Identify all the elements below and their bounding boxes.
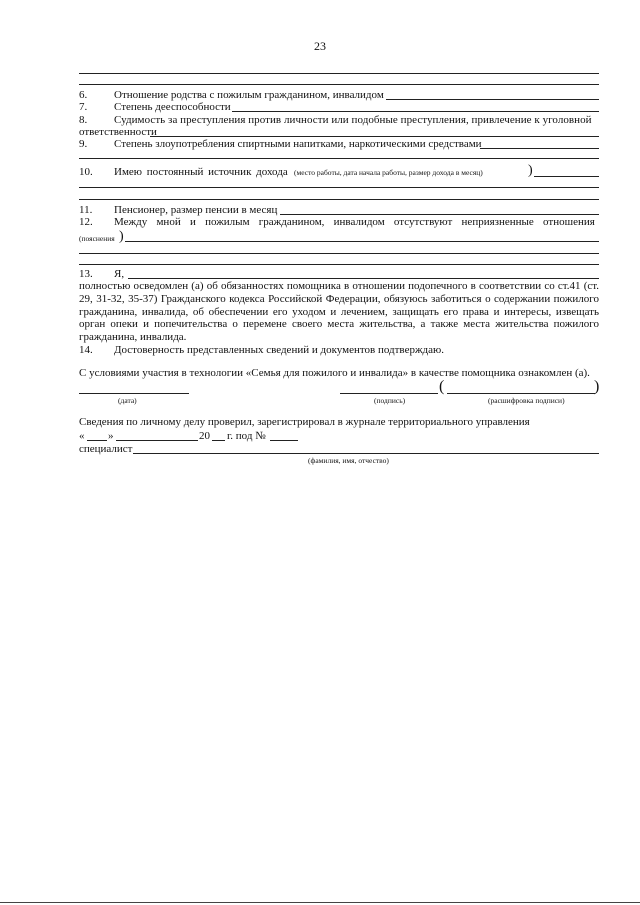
item-8-number: 8. [79,114,88,126]
item-13-field[interactable] [128,278,599,279]
item-7-label: Степень дееспособности [114,101,231,113]
item-7-field[interactable] [232,111,599,112]
decipher-open-paren: ( [439,378,445,395]
item-12-paren: ) [119,229,124,244]
registry-text: Сведения по личному делу проверил, зарегистрировал в журнале территориального управления [79,416,530,428]
date-caption: (дата) [118,396,137,405]
item-10-field[interactable] [534,176,599,177]
specialist-field[interactable] [133,453,599,454]
conditions-text: С условиями участия в технологии «Семья для пожилого и инвалида» в качестве помощника ознакомлен (а). [79,367,590,379]
signature-field[interactable] [340,393,438,394]
registry-day-field[interactable] [87,440,107,441]
item-6-label: Отношение родства с пожилым гражданином, инвалидом [114,89,384,101]
scan-edge-line [0,902,640,903]
blank-line [79,84,599,85]
registry-month-field[interactable] [116,440,198,441]
blank-line [79,253,599,254]
item-12-number: 12. [79,216,93,228]
item-13-number: 13. [79,268,93,280]
item-10-number: 10. [79,166,93,178]
item-14-number: 14. [79,344,93,356]
specialist-label: специалист [79,443,133,455]
item-7-number: 7. [79,101,88,113]
blank-line [79,264,599,265]
item-6-field[interactable] [386,99,599,100]
registry-year-field[interactable] [212,440,225,441]
registry-number-field[interactable] [270,440,298,441]
item-12-label: Между мной и пожилым гражданином, инвалидом отсутствуют неприязненные отношения [114,216,595,228]
registry-year-suffix: г. под № [227,430,266,442]
decipher-caption: (расшифровка подписи) [488,396,565,405]
decipher-close-paren: ) [594,378,600,395]
blank-line [79,199,599,200]
item-13-label: Я, [114,268,125,280]
decipher-field[interactable] [447,393,595,394]
item-9-field[interactable] [480,148,599,149]
item-9-label: Степень злоупотребления спиртными напитками, наркотическими средствами [114,138,482,150]
item-12-note: (пояснения [79,234,115,243]
registry-date-mid: » [108,430,114,442]
date-field[interactable] [79,393,189,394]
item-10-label: Имею постоянный источник дохода [114,166,288,178]
page-number: 23 [314,39,326,53]
item-8-label: Судимость за преступления против личности или подобные преступления, привлечение к уголовной [114,114,592,126]
blank-line [79,158,599,159]
item-9-number: 9. [79,138,88,150]
blank-line [79,73,599,74]
signature-caption: (подпись) [374,396,406,405]
specialist-caption: (фамилия, имя, отчество) [308,456,389,465]
blank-line [79,187,599,188]
item-14-label: Достоверность представленных сведений и документов подтверждаю. [114,344,444,356]
item-8-field[interactable] [150,136,599,137]
item-11-label: Пенсионер, размер пенсии в месяц [114,204,278,216]
item-11-number: 11. [79,204,93,216]
item-6-number: 6. [79,89,88,101]
registry-year-prefix: 20 [199,430,210,442]
item-10-paren: ) [528,163,533,178]
item-10-note: (место работы, дата начала работы, размер дохода в месяц) [294,168,483,177]
item-11-field[interactable] [280,214,599,215]
item-12-field[interactable] [125,241,599,242]
registry-date-open: « [79,430,85,442]
item-13-paragraph: полностью осведомлен (а) об обязанностях помощника в отношении подопечного в соответствии со ст.41 (ст. 29, 31-32, 35-37) Гражданского кодекса Российской Федерации, обязуюсь заботиться о содержании пожилого гражданина, инвалида, об обеспечении его уходом и лечением, защищать его права и интересы, извещать орган опеки и попечительства о перемене своего места жительства, а также места жительства пожилого гражданина, инвалида. [79,280,599,344]
item-8-label-cont: ответственности [79,126,157,138]
